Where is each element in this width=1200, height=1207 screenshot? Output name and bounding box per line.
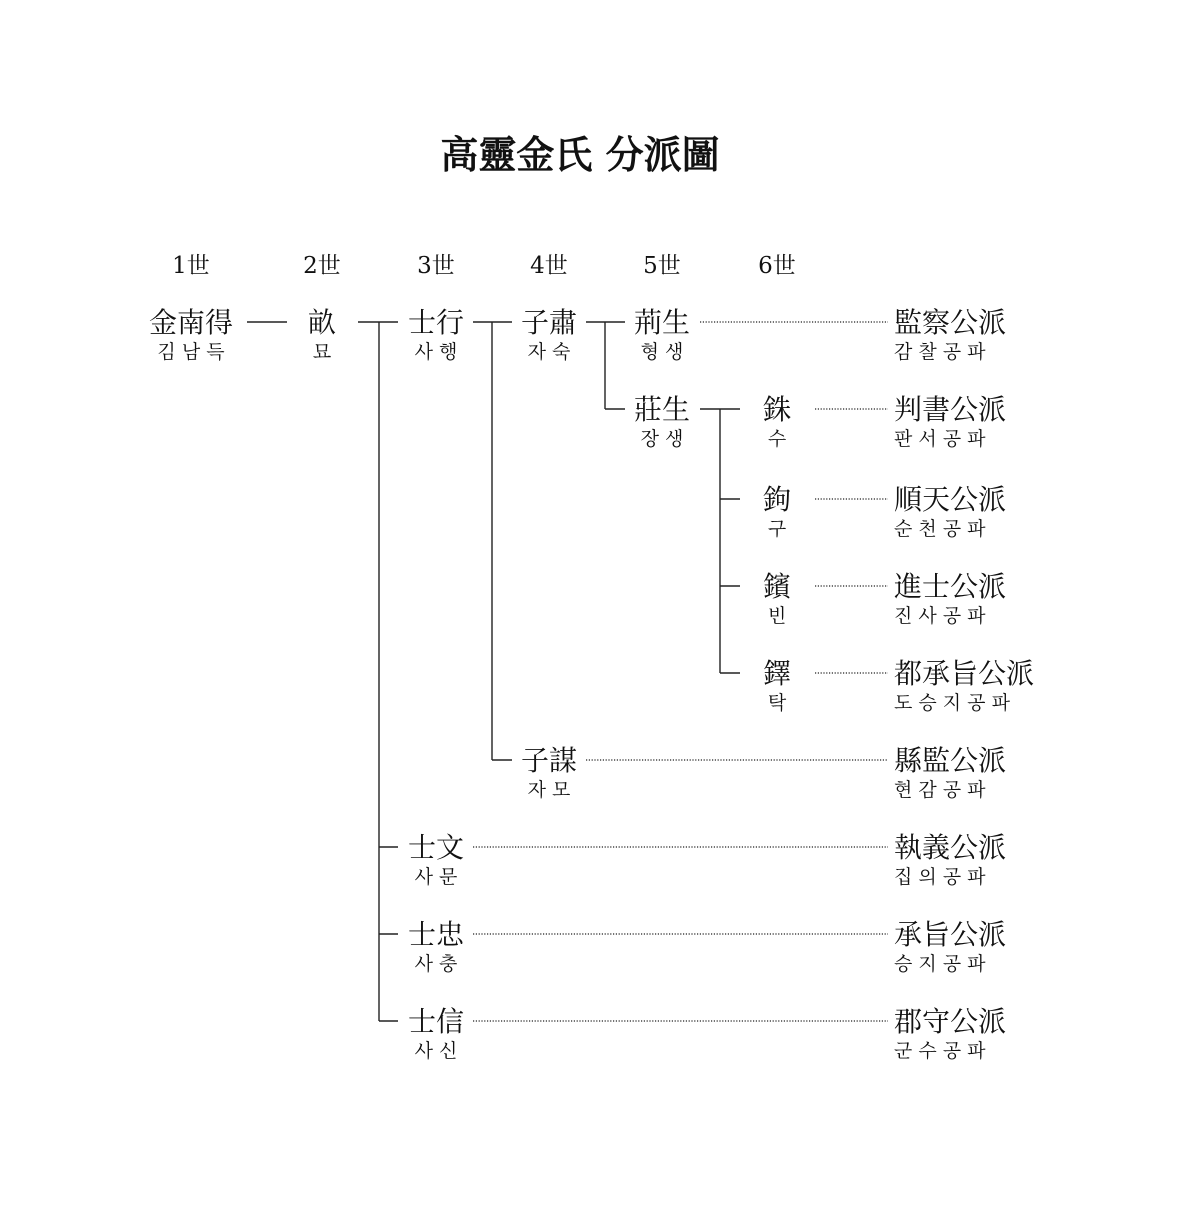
person-hangul: 탁 [767,692,787,714]
branch-hanja: 判書公派 [894,393,1007,426]
person-namdeuk [149,306,233,363]
person-hangul: 사 문 [414,866,458,888]
branch-hangul: 판 서 공 파 [894,428,986,450]
person-hanja: 金南得 [148,306,234,339]
branch-hanja: 監察公派 [894,306,1007,339]
person-myo [308,306,336,363]
generation-4: 4世 [530,253,568,279]
person-hangul: 사 신 [414,1040,458,1062]
person-hangul: 사 충 [414,953,458,975]
person-hanja: 鐸 [762,657,792,690]
generation-2: 2世 [303,253,341,279]
branch-hanja: 郡守公派 [894,1005,1007,1038]
person-hanja: 子謀 [520,744,578,777]
person-hanja: 子肅 [520,306,578,339]
branch-hanja: 進士公派 [894,570,1007,603]
person-nodes [149,306,793,1062]
diagram-title: 高靈金氏 分派圖 [440,132,720,177]
branch-hyeongam [894,744,1006,801]
person-hanja: 鉤 [762,483,792,516]
person-sachung [408,918,465,975]
person-hanja: 畝 [307,306,337,339]
person-hangul: 빈 [767,605,787,627]
branch-hanja: 都承旨公派 [894,657,1035,690]
person-hangul: 수 [767,428,787,450]
branch-doseungji [894,657,1034,714]
person-hangul: 자 숙 [527,341,571,363]
person-jasuk [521,306,577,363]
branch-hangul: 진 사 공 파 [894,605,986,627]
person-hanja: 士忠 [407,918,465,951]
generation-headers [172,253,796,279]
generation-3: 3世 [417,253,455,279]
person-bin [763,570,793,627]
person-samun [408,831,464,888]
person-jamo [521,744,577,801]
person-hanja: 士文 [407,831,465,864]
person-gu [763,483,791,540]
person-hangul: 김 남 득 [157,341,225,363]
branch-hangul: 집 의 공 파 [894,866,986,888]
person-sasin [408,1005,464,1062]
person-jangsaeng [634,393,690,450]
person-su [763,393,791,450]
branch-hanja: 執義公派 [894,831,1007,864]
branch-gamchal [894,306,1006,363]
person-hanja: 荊生 [633,306,691,339]
generation-1: 1世 [172,253,210,279]
branch-jibui [894,831,1006,888]
person-hanja: 莊生 [633,393,691,426]
person-sahaeng [408,306,464,363]
branch-panseo [894,393,1006,450]
person-hanja: 士信 [407,1005,465,1038]
branch-hanja: 承旨公派 [894,918,1007,951]
branch-hangul: 현 감 공 파 [894,779,986,801]
branch-jinsa [894,570,1006,627]
branch-seungji [894,918,1006,975]
branch-hangul: 승 지 공 파 [894,953,986,975]
person-hanja: 士行 [407,306,465,339]
person-tak [763,657,791,714]
branch-hanja: 縣監公派 [894,744,1007,777]
branch-hangul: 순 천 공 파 [894,518,986,540]
branch-gunsu [894,1005,1006,1062]
person-hangul: 형 생 [640,341,684,363]
person-hangul: 자 모 [527,779,571,801]
branch-suncheon [894,483,1006,540]
branch-hangul: 군 수 공 파 [894,1040,986,1062]
branch-hangul: 감 찰 공 파 [894,341,986,363]
person-hanja: 銖 [762,393,792,426]
person-hyeongsaeng [634,306,690,363]
person-hangul: 구 [767,518,787,540]
person-hanja: 鑌 [762,570,792,603]
connector-lines [247,322,888,1021]
generation-6: 6世 [758,253,796,279]
branch-labels [894,306,1034,1062]
generation-5: 5世 [643,253,681,279]
branch-hangul: 도 승 지 공 파 [894,692,1010,714]
branch-hanja: 順天公派 [894,483,1007,516]
person-hangul: 사 행 [414,341,458,363]
person-hangul: 묘 [312,341,332,363]
person-hangul: 장 생 [640,428,684,450]
